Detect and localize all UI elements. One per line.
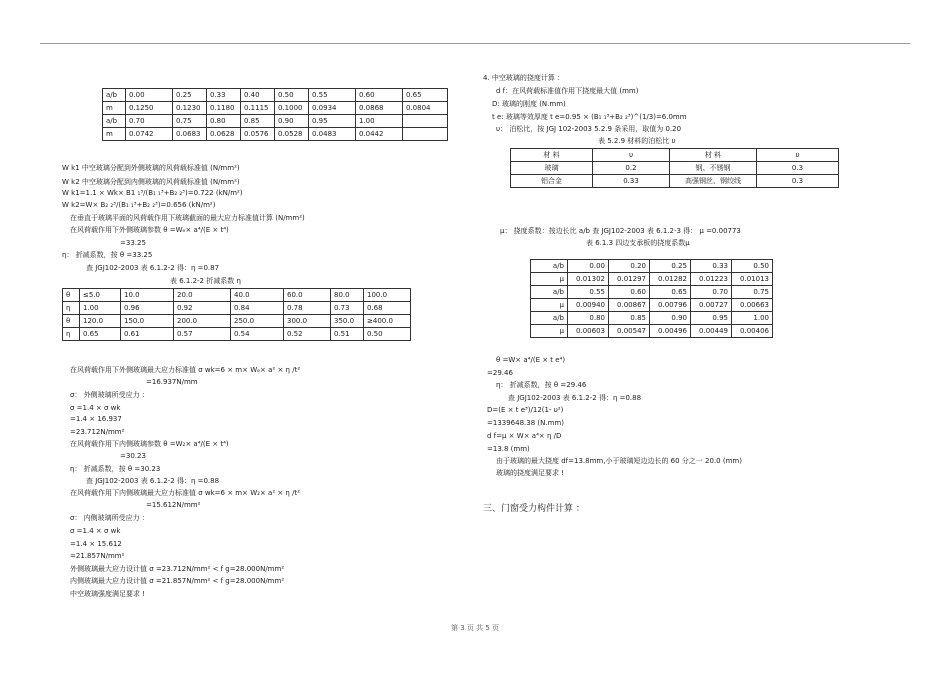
table-cell: 1.00	[80, 302, 121, 315]
top-rule	[40, 43, 910, 44]
table-cell: 0.0528	[275, 128, 309, 141]
table-cell: 钢、不锈钢	[670, 162, 757, 175]
text-line: W k1 中空玻璃分配到外侧玻璃的风荷载标准值 (N/mm²)	[62, 164, 240, 172]
table-row	[511, 175, 839, 188]
table-cell: 0.00727	[691, 299, 732, 312]
table-row	[63, 302, 411, 315]
table-cell: 150.0	[121, 315, 174, 328]
table-row	[531, 325, 773, 338]
table-cell: θ	[63, 315, 80, 328]
table-cell: 0.00547	[609, 325, 650, 338]
table-row	[511, 162, 839, 175]
table-cell: 0.0483	[309, 128, 356, 141]
table-cell: 0.00449	[691, 325, 732, 338]
table-cell: 0.73	[331, 302, 364, 315]
table-cell: 0.01302	[568, 273, 609, 286]
table-cell: μ	[531, 299, 568, 312]
table-row	[103, 102, 448, 115]
text-line: 查 JGJ102-2003 表 6.1.2-2 得：η =0.88	[508, 394, 642, 402]
text-line: 表 6.1.3 四边支承板的挠度系数μ	[586, 239, 690, 247]
table-cell: η	[63, 302, 80, 315]
table-cell: 0.65	[650, 286, 691, 299]
table-cell: 0.2	[593, 162, 670, 175]
table-cell: 0.25	[173, 89, 207, 102]
table-cell: 0.0742	[126, 128, 173, 141]
table-cell: a/b	[103, 89, 126, 102]
table-cell: 0.01013	[732, 273, 773, 286]
table-cell: 0.33	[691, 260, 732, 273]
table-cell: 250.0	[231, 315, 284, 328]
table-cell: 0.78	[284, 302, 331, 315]
table-cell: 材 料	[511, 149, 593, 162]
text-line: 表 5.2.9 材料的泊松比 υ	[598, 137, 676, 145]
table-cell: 0.95	[309, 115, 356, 128]
table-cell: 0.84	[231, 302, 284, 315]
text-line: =30.23	[120, 452, 146, 460]
table-ab-m	[102, 88, 448, 141]
table-cell: 0.96	[121, 302, 174, 315]
text-line: d f=μ × W× a⁴× η /D	[487, 432, 562, 440]
table-cell: 0.95	[691, 312, 732, 325]
table-cell	[403, 128, 448, 141]
table-cell: ≥400.0	[364, 315, 411, 328]
table-cell: ≤5.0	[80, 289, 121, 302]
text-line: 在风荷载作用下内侧玻璃最大应力标准值 σ wk=6 × m× W₂× a² × η /t²	[70, 489, 301, 497]
table-cell: 0.1115	[241, 102, 275, 115]
table-cell: 0.00	[126, 89, 173, 102]
text-line: σ =1.4 × σ wk	[70, 404, 121, 412]
table-cell: 0.70	[691, 286, 732, 299]
text-line: σ： 外侧玻璃所受应力 ：	[70, 391, 149, 399]
table-row	[103, 128, 448, 141]
table-cell: 玻璃	[511, 162, 593, 175]
table-row	[531, 273, 773, 286]
text-line: =33.25	[120, 239, 146, 247]
table-cell: 0.65	[80, 328, 121, 341]
table-row	[531, 312, 773, 325]
table-cell: 0.85	[609, 312, 650, 325]
table-cell: 0.51	[331, 328, 364, 341]
table-cell: 0.55	[568, 286, 609, 299]
text-line: υ： 泊松比，按 JGJ 102-2003 5.2.9 条采用，取值为 0.20	[496, 125, 682, 133]
text-line: σ： 内侧玻璃所受应力 ：	[70, 514, 149, 522]
table-cell	[403, 115, 448, 128]
table-cell: 300.0	[284, 315, 331, 328]
table-cell: 0.50	[275, 89, 309, 102]
text-line: 查 JGJ102-2003 表 6.1.2-2 得：η =0.87	[86, 264, 220, 272]
table-cell: 60.0	[284, 289, 331, 302]
text-line: t e: 玻璃等效厚度 t e=0.95 × (B₁ ₁³+B₂ ₂³)^(1/3)=6.0mm	[492, 113, 687, 121]
table-cell: 0.3	[757, 162, 839, 175]
table-cell: 0.57	[174, 328, 231, 341]
text-line: =29.46	[487, 369, 513, 377]
table-cell: 0.80	[568, 312, 609, 325]
table-row	[63, 315, 411, 328]
table-cell: 0.92	[174, 302, 231, 315]
text-line: =1339648.38 (N.mm)	[487, 419, 564, 427]
table-cell: 0.33	[207, 89, 241, 102]
table-cell: a/b	[531, 260, 568, 273]
table-cell: 0.3	[757, 175, 839, 188]
table-cell: υ	[593, 149, 670, 162]
table-row	[103, 115, 448, 128]
table-cell: 0.50	[364, 328, 411, 341]
table-cell: 1.00	[732, 312, 773, 325]
table-cell: 350.0	[331, 315, 364, 328]
table-cell: 0.0442	[356, 128, 403, 141]
page-footer: 第 3 页 共 5 页	[450, 624, 500, 632]
text-line: W k2=W× B₂ ₂³/(B₁ ₁³+B₂ ₂³)=0.656 (kN/m²)	[62, 201, 216, 209]
text-line: D=(E × t e³)/12(1- υ²)	[487, 406, 564, 414]
table-cell: 0.00	[568, 260, 609, 273]
table-cell: 0.00663	[732, 299, 773, 312]
table-cell: 20.0	[174, 289, 231, 302]
text-line: W k1=1.1 × Wk× B1 ₁³/(B₁ ₁³+B₂ ₂³)=0.722 (kN/m²)	[62, 189, 243, 197]
text-line: η： 折减系数，按 θ =33.25	[62, 251, 153, 259]
text-line: =21.857N/mm²	[70, 552, 125, 560]
table-cell: 0.60	[356, 89, 403, 102]
table-cell: θ	[63, 289, 80, 302]
table-cell: 120.0	[80, 315, 121, 328]
table-cell: 0.00796	[650, 299, 691, 312]
table-cell: 0.0934	[309, 102, 356, 115]
table-cell: m	[103, 102, 126, 115]
table-theta-eta	[62, 288, 411, 341]
table-cell: 1.00	[356, 115, 403, 128]
text-line: 玻璃的挠度满足要求 !	[496, 469, 565, 477]
table-cell: 0.68	[364, 302, 411, 315]
text-line: 查 JGJ102-2003 表 6.1.2-2 得：η =0.88	[86, 477, 220, 485]
table-cell: μ	[531, 325, 568, 338]
text-line: 在风荷载作用下内侧玻璃参数 θ =W₂× a⁴/(E × t⁴)	[70, 440, 229, 448]
table-cell: 0.60	[609, 286, 650, 299]
table-cell: 0.0576	[241, 128, 275, 141]
table-cell: 0.1250	[126, 102, 173, 115]
table-cell: 0.55	[309, 89, 356, 102]
table-cell: 0.90	[650, 312, 691, 325]
table-cell: 高强钢丝、钢绞线	[670, 175, 757, 188]
table-cell: 0.61	[121, 328, 174, 341]
text-line: 4. 中空玻璃的挠度计算 ：	[483, 74, 565, 82]
table-cell: 80.0	[331, 289, 364, 302]
table-row	[103, 89, 448, 102]
table-cell: 0.00496	[650, 325, 691, 338]
table-cell: 0.0683	[173, 128, 207, 141]
table-cell: 0.54	[231, 328, 284, 341]
text-line: =1.4 × 15.612	[70, 540, 122, 548]
table-cell: 200.0	[174, 315, 231, 328]
table-row	[63, 289, 411, 302]
table-cell: 0.50	[732, 260, 773, 273]
table-cell: 0.25	[650, 260, 691, 273]
section-title: 三、门窗受力构件计算 ：	[483, 504, 585, 514]
table-cell: a/b	[103, 115, 126, 128]
text-line: σ =1.4 × σ wk	[70, 527, 121, 535]
table-mu	[530, 259, 773, 338]
table-cell: 材 料	[670, 149, 757, 162]
table-cell: 10.0	[121, 289, 174, 302]
text-line: =16.937N/mm	[146, 378, 198, 386]
table-row	[511, 149, 839, 162]
text-line: 在风荷载作用下外侧玻璃参数 θ =Wₑ× a⁴/(E × t⁴)	[70, 226, 229, 234]
table-cell: 0.75	[732, 286, 773, 299]
table-cell: 0.00940	[568, 299, 609, 312]
table-cell: 0.20	[609, 260, 650, 273]
table-cell: μ	[531, 273, 568, 286]
table-cell: 0.0868	[356, 102, 403, 115]
table-cell: 0.40	[241, 89, 275, 102]
table-cell: 铝合金	[511, 175, 593, 188]
text-line: =1.4 × 16.937	[70, 415, 122, 423]
text-line: 中空玻璃强度满足要求 !	[70, 590, 146, 598]
table-cell: 0.65	[403, 89, 448, 102]
table-cell: υ	[757, 149, 839, 162]
table-poisson	[510, 148, 839, 188]
table-cell: 0.00603	[568, 325, 609, 338]
table-cell: 0.70	[126, 115, 173, 128]
table-cell: 0.85	[241, 115, 275, 128]
table-row	[531, 260, 773, 273]
text-line: =15.612N/mm²	[146, 501, 201, 509]
table-row	[531, 299, 773, 312]
text-line: =23.712N/mm²	[70, 428, 125, 436]
text-line: d f：在风荷载标准值作用下挠度最大值 (mm)	[496, 87, 639, 95]
table-row	[531, 286, 773, 299]
text-line: 内侧玻璃最大应力设计值 σ =21.857N/mm² < f g=28.000N/mm²	[70, 577, 285, 585]
table-cell: 0.01297	[609, 273, 650, 286]
table-cell: 40.0	[231, 289, 284, 302]
table-cell: 0.1230	[173, 102, 207, 115]
text-line: 由于玻璃的最大挠度 df=13.8mm,小于玻璃短边边长的 60 分之一 20.0 (mm)	[496, 457, 742, 465]
text-line: η： 折减系数，按 θ =30.23	[70, 465, 161, 473]
table-cell: 0.90	[275, 115, 309, 128]
table-cell: η	[63, 328, 80, 341]
text-line: θ =W× a⁴/(E × t e⁴)	[496, 356, 566, 364]
table-cell: 0.01282	[650, 273, 691, 286]
table-cell: 100.0	[364, 289, 411, 302]
table-cell: 0.1180	[207, 102, 241, 115]
table-cell: 0.75	[173, 115, 207, 128]
table-row	[63, 328, 411, 341]
text-line: 在风荷载作用下外侧玻璃最大应力标准值 σ wk=6 × m× Wₑ× a² × η /t²	[70, 366, 301, 374]
table-cell: 0.33	[593, 175, 670, 188]
table-cell: 0.0804	[403, 102, 448, 115]
text-line: 在垂直于玻璃平面的风荷载作用下玻璃截面的最大应力标准值计算 (N/mm²)	[70, 214, 305, 222]
table-cell: 0.80	[207, 115, 241, 128]
table-cell: 0.00867	[609, 299, 650, 312]
text-line: =13.8 (mm)	[487, 445, 530, 453]
table-cell: m	[103, 128, 126, 141]
table-cell: 0.00406	[732, 325, 773, 338]
table-cell: 0.1000	[275, 102, 309, 115]
text-line: 外侧玻璃最大应力设计值 σ =23.712N/mm² < f g=28.000N/mm²	[70, 565, 285, 573]
table-cell: 0.52	[284, 328, 331, 341]
text-line: η： 折减系数，按 θ =29.46	[496, 381, 587, 389]
text-line: D: 玻璃的刚度 (N.mm)	[492, 100, 566, 108]
text-line: 表 6.1.2-2 折减系数 η	[170, 277, 241, 285]
table-cell: 0.0628	[207, 128, 241, 141]
text-line: W k2 中空玻璃分配到内侧玻璃的风荷载标准值 (N/mm²)	[62, 178, 240, 186]
text-line: μ： 挠度系数：按边长比 a/b 查 JGJ102-2003 表 6.1.2-3 得： μ =0.00773	[500, 227, 741, 235]
table-cell: a/b	[531, 286, 568, 299]
table-cell: 0.01223	[691, 273, 732, 286]
table-cell: a/b	[531, 312, 568, 325]
